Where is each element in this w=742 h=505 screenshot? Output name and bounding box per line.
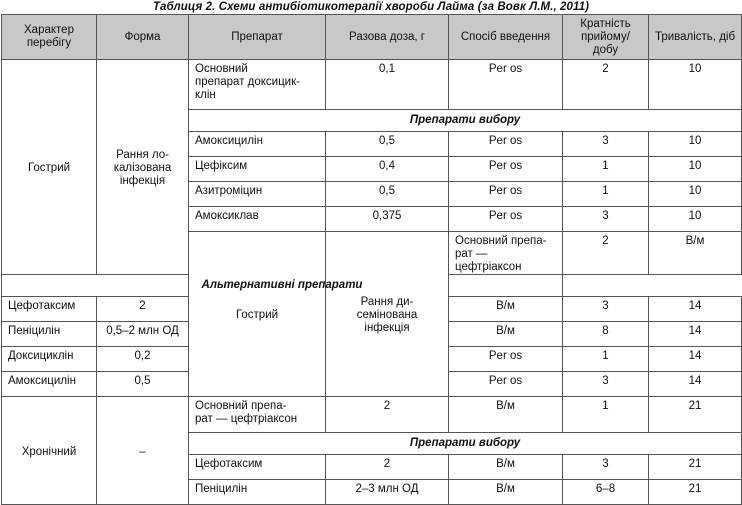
header-drug: Препарат: [189, 15, 326, 60]
route-cell: Per os: [449, 372, 563, 397]
drug-cell: Азитроміцин: [189, 182, 326, 207]
frequency-cell: 3: [563, 207, 649, 232]
frequency-cell: 1: [563, 397, 649, 433]
duration-cell: 21: [649, 397, 742, 433]
course-cell: Хронічний: [2, 397, 97, 505]
group-label: Препарати вибору: [189, 433, 742, 455]
frequency-cell: 6–8: [563, 480, 649, 505]
dose-cell: 0,5: [326, 132, 449, 157]
route-cell: В/м: [449, 322, 563, 347]
frequency-cell: 3: [563, 132, 649, 157]
dose-cell: 2: [97, 297, 189, 322]
route-cell: В/м: [649, 232, 742, 275]
route-cell: Per os: [449, 132, 563, 157]
dose-cell: 2: [326, 455, 449, 480]
duration-cell: 21: [649, 480, 742, 505]
header-route: Спосіб введення: [449, 15, 563, 60]
dose-cell: 0,4: [326, 157, 449, 182]
header-form: Форма: [97, 15, 189, 60]
duration-cell: 14: [649, 297, 742, 322]
dose-cell: 0,5: [97, 372, 189, 397]
frequency-cell: 1: [563, 347, 649, 372]
drug-cell: Пеніцилін: [2, 322, 97, 347]
route-cell: В/м: [449, 297, 563, 322]
form-cell: Рання ди- семінована інфекція: [326, 232, 449, 397]
group-label: Альтернативні препарати: [2, 275, 563, 297]
route-cell: Per os: [449, 182, 563, 207]
form-cell: Рання ло- калізована інфекція: [97, 60, 189, 275]
header-dose: Разова доза, г: [326, 15, 449, 60]
group-label: Препарати вибору: [189, 110, 742, 132]
header-course: Характер перебігу: [2, 15, 97, 60]
form-cell: –: [97, 397, 189, 505]
route-cell: В/м: [449, 397, 563, 433]
drug-cell: Основний препа- рат — цефтріаксон: [449, 232, 563, 275]
route-cell: В/м: [449, 480, 563, 505]
table-row: [2, 60, 742, 110]
drug-cell: Основний препа- рат — цефтріаксон: [189, 397, 326, 433]
route-cell: Per os: [449, 157, 563, 182]
duration-cell: 10: [649, 207, 742, 232]
duration-cell: 14: [649, 347, 742, 372]
dose-cell: 0,5–2 млн ОД: [97, 322, 189, 347]
drug-cell: Цефіксим: [189, 157, 326, 182]
frequency-cell: 8: [563, 322, 649, 347]
frequency-cell: 1: [563, 157, 649, 182]
duration-cell: 10: [649, 132, 742, 157]
dose-cell: 0,375: [326, 207, 449, 232]
frequency-cell: 3: [563, 372, 649, 397]
antibiotic-therapy-table: [1, 14, 742, 505]
table-row: [2, 397, 742, 433]
dose-cell: 2: [326, 397, 449, 433]
drug-cell: Цефотаксим: [189, 455, 326, 480]
route-cell: В/м: [449, 455, 563, 480]
frequency-cell: 2: [563, 60, 649, 110]
course-cell: Гострий: [189, 232, 326, 397]
drug-cell: Цефотаксим: [2, 297, 97, 322]
duration-cell: 10: [649, 157, 742, 182]
group-row: [2, 275, 742, 297]
dose-cell: 0,2: [97, 347, 189, 372]
frequency-cell: 3: [563, 297, 649, 322]
dose-cell: 2–3 млн ОД: [326, 480, 449, 505]
duration-cell: 10: [649, 182, 742, 207]
drug-cell: Доксициклін: [2, 347, 97, 372]
drug-cell: Амоксицилін: [2, 372, 97, 397]
header-duration: Тривалість, діб: [649, 15, 742, 60]
course-cell: Гострий: [2, 60, 97, 275]
dose-cell: 0,1: [326, 60, 449, 110]
duration-cell: 21: [649, 455, 742, 480]
table-caption: Таблиця 2. Схеми антибіотикотерапії хвороби Лайма (за Вовк Л.М., 2011): [152, 1, 590, 13]
frequency-cell: 3: [563, 455, 649, 480]
duration-cell: 14: [649, 322, 742, 347]
duration-cell: 10: [649, 60, 742, 110]
drug-cell: Амоксиклав: [189, 207, 326, 232]
route-cell: Per os: [449, 347, 563, 372]
drug-cell: Пеніцилін: [189, 480, 326, 505]
dose-cell: 2: [563, 232, 649, 275]
frequency-cell: 1: [563, 182, 649, 207]
route-cell: Per os: [449, 207, 563, 232]
route-cell: Per os: [449, 60, 563, 110]
header-frequency: Кратність прийому/ добу: [563, 15, 649, 60]
drug-cell: Амоксицилін: [189, 132, 326, 157]
drug-cell: Основний препарат доксицик- клін: [189, 60, 326, 110]
dose-cell: 0,5: [326, 182, 449, 207]
header-row: [2, 15, 742, 60]
duration-cell: 14: [649, 372, 742, 397]
